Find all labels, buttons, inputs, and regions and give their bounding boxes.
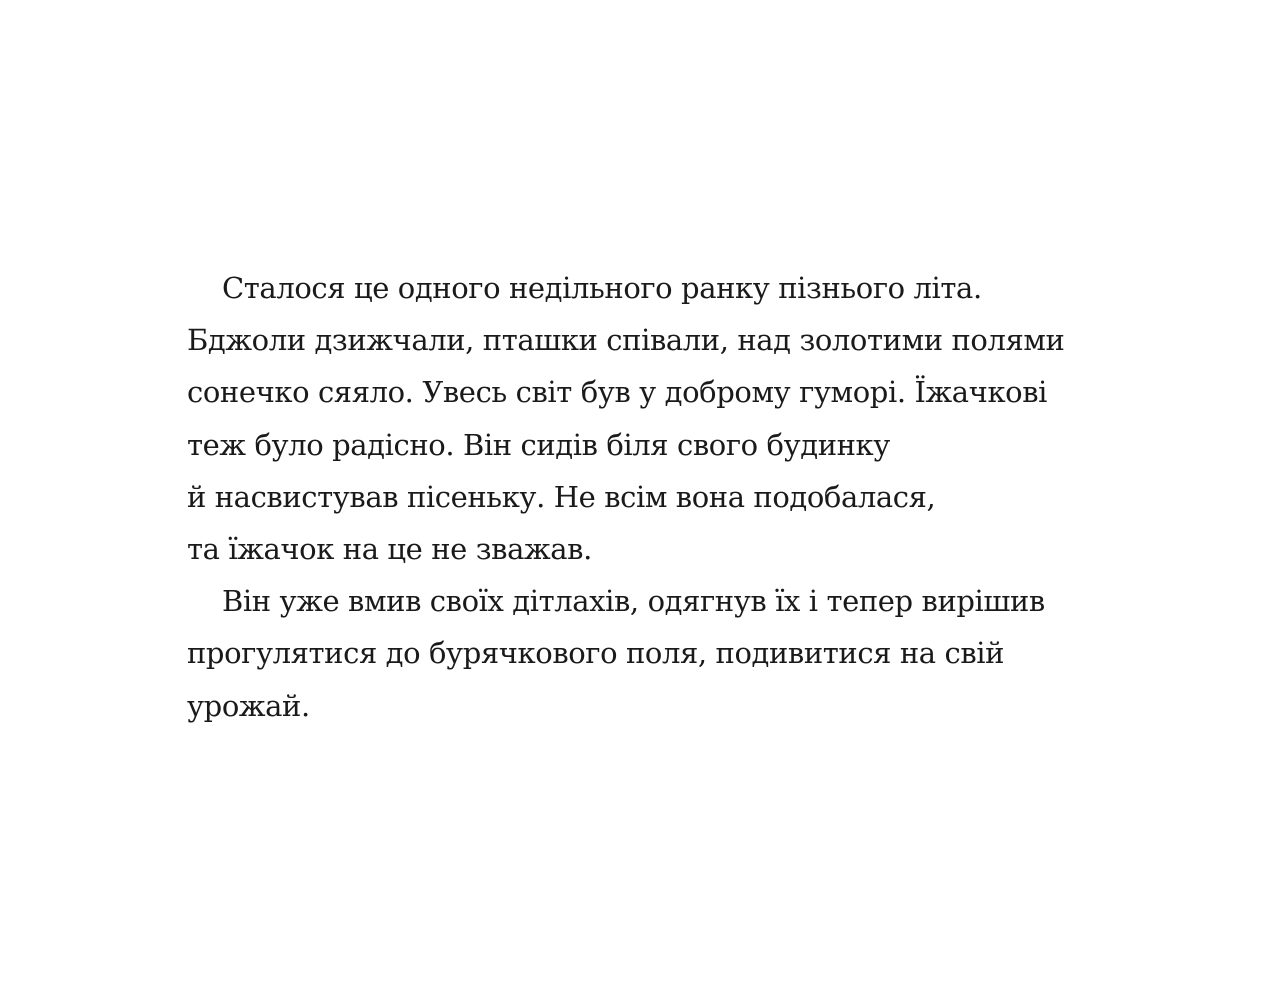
paragraph-1-line-4: теж було радісно. Він сидів біля свого будинку (187, 427, 890, 462)
paragraph-2-line-1: Він уже вмив своїх дітлахів, одягнув їх і тепер вирішив (222, 584, 1045, 619)
paragraph-1-line-2: Бджоли дзижчали, пташки співали, над золотими полями (187, 323, 1065, 358)
paragraph-1-line-5: й насвистував пісеньку. Не всім вона подобалася, (187, 479, 936, 514)
paragraph-2-line-3: урожай. (187, 688, 310, 723)
story-text (187, 262, 1087, 732)
paragraph-1-line-3: сонечко сяяло. Увесь світ був у доброму гуморі. Їжачкові (187, 375, 1048, 410)
paragraph-2-line-2: прогулятися до бурячкового поля, подивитися на свій (187, 636, 1005, 671)
paragraph-1-line-1: Сталося це одного недільного ранку пізнього літа. (222, 271, 982, 305)
paragraph-1-line-6: та їжачок на це не зважав. (187, 531, 592, 566)
